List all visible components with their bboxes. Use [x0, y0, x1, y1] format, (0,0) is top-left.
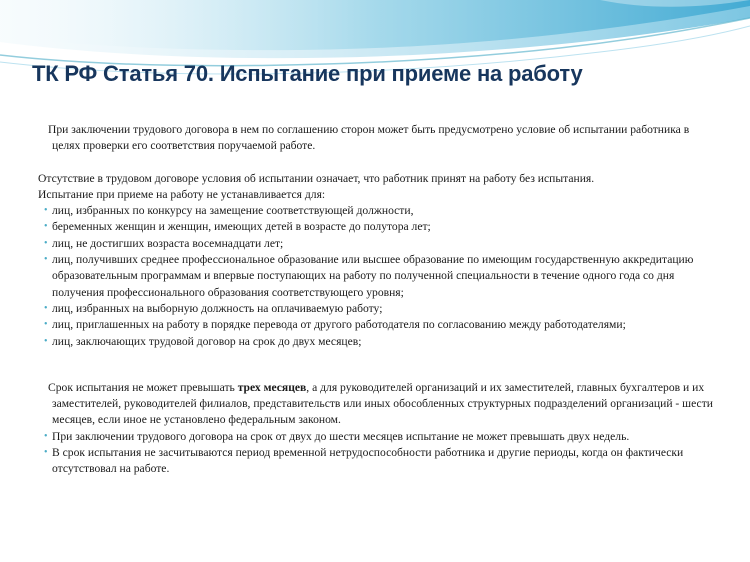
bullet-icon: • [44, 447, 48, 459]
bold-term: трех месяцев [237, 380, 307, 394]
bullet-icon: • [44, 237, 48, 249]
slide-body [38, 122, 718, 478]
list-item: • лиц, заключающих трудовой договор на срок до двух месяцев; [38, 334, 718, 350]
bullet-icon: • [44, 205, 48, 217]
slide-title: ТК РФ Статья 70. Испытание при приеме на работу [32, 61, 583, 86]
paragraph-probation-term: Срок испытания не может превышать трех месяцев, а для руководителей организаций и их заместителей, главных бухгалтеров и их заместителей, руководителей филиалов, представительств или иных обособленных структурных подразделений организаций - шести месяцев, если иное не установлено федеральным законом. [48, 380, 713, 427]
bullet-icon: • [44, 254, 48, 266]
list-item: • лиц, получивших среднее профессиональное образование или высшее образование по имеющим государственную аккредитацию образовательным программам и впервые поступающих на работу по полученной специальности в течение одного года со дня получения профессионального образования соответствующего уровня; [44, 253, 694, 299]
paragraph-no-probation: Отсутствие в трудовом договоре условия об испытании означает, что работник принят на работу без испытания. [38, 171, 595, 185]
bullet-icon: • [44, 430, 48, 442]
bullet-icon: • [44, 302, 48, 314]
list-item: • лиц, приглашенных на работу в порядке перевода от другого работодателя по согласованию между работодателями; [38, 317, 718, 333]
list-item: • При заключении трудового договора на срок от двух до шести месяцев испытание не может превышать двух недель. [38, 429, 718, 445]
list-item: • лиц, не достигших возраста восемнадцати лет; [38, 236, 718, 252]
bullet-icon: • [44, 335, 48, 347]
bullet-icon: • [44, 221, 48, 233]
list-item: • В срок испытания не засчитываются период временной нетрудоспособности работника и другие периоды, когда он фактически отсутствовал на работе. [44, 446, 684, 476]
bullet-icon: • [44, 319, 48, 331]
list-item: • беременных женщин и женщин, имеющих детей в возрасте до полутора лет; [38, 219, 718, 235]
list-item: • лиц, избранных на выборную должность на оплачиваемую работу; [38, 301, 718, 317]
paragraph-probation-condition: При заключении трудового договора в нем по соглашению сторон может быть предусмотрено условие об испытании работника в целях проверки его соответствия поручаемой работе. [48, 123, 690, 153]
list-item: • лиц, избранных по конкурсу на замещение соответствующей должности, [38, 203, 718, 219]
paragraph-exemptions-intro: Испытание при приеме на работу не устанавливается для: [38, 187, 326, 201]
